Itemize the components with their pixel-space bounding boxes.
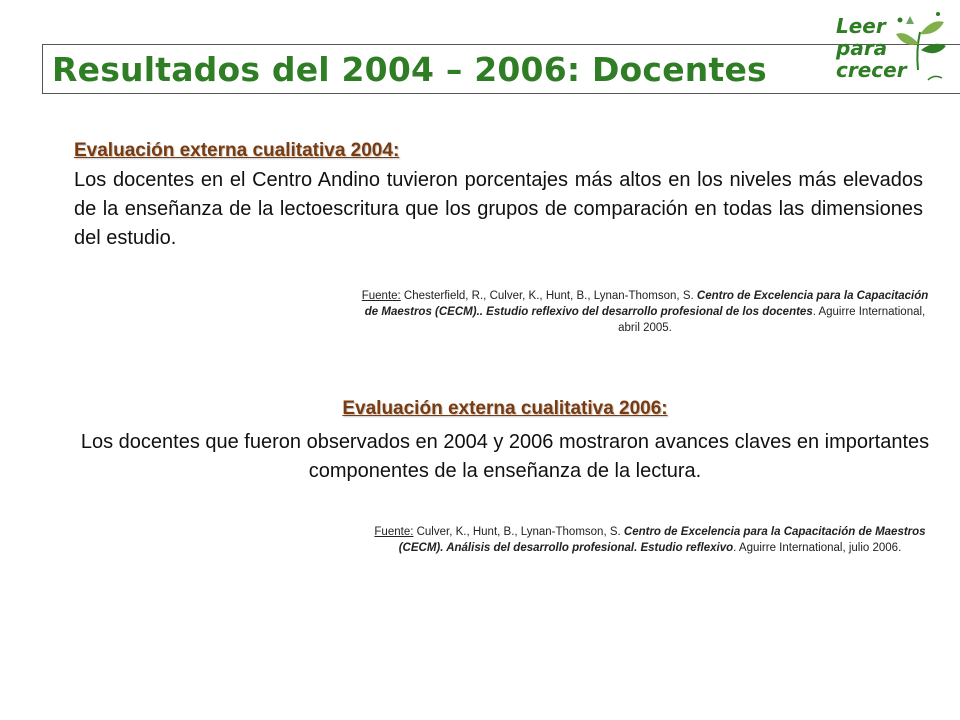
section-2004-heading: Evaluación externa cualitativa 2004: (74, 140, 400, 161)
logo-word-crecer: crecer (836, 58, 907, 82)
source-publisher: . Aguirre International, julio 2006. (733, 542, 902, 554)
slide-title: Resultados del 2004 – 2006: Docentes (52, 50, 767, 89)
source-work-title: Centro de Excelencia para la Capacitación de Maestros (CECM).. Estudio reflexivo del desarrollo profesional de los docentes (364, 290, 929, 318)
leer-para-crecer-logo (830, 6, 952, 96)
source-publisher: . Aguirre International, abril 2005. (618, 306, 926, 334)
section-2006-source (360, 524, 940, 556)
section-2006-heading: Evaluación externa cualitativa 2006: (342, 398, 668, 419)
logo-word-leer: Leer (836, 14, 886, 38)
section-2004-source (360, 288, 930, 336)
source-authors: Culver, K., Hunt, B., Lynan-Thomson, S. (413, 526, 624, 538)
source-label: Fuente: (374, 526, 414, 538)
source-label: Fuente: (361, 290, 401, 302)
logo-word-para: para (836, 36, 888, 60)
section-2006-body: Los docentes que fueron observados en 2004 y 2006 mostraron avances claves en importantes componentes de la enseñanza de la lectura. (80, 431, 930, 482)
book-plant-icon (888, 10, 950, 90)
section-2004-body: Los docentes en el Centro Andino tuvieron porcentajes más altos en los niveles más elevados de la enseñanza de la lectoescritura que los grupos de comparación en todas las dimensiones del estudio. (74, 169, 923, 249)
source-authors: Chesterfield, R., Culver, K., Hunt, B., Lynan-Thomson, S. (400, 290, 697, 302)
source-work-title: Centro de Excelencia para la Capacitación de Maestros (CECM). Análisis del desarrollo profesional. Estudio reflexivo (398, 526, 926, 554)
